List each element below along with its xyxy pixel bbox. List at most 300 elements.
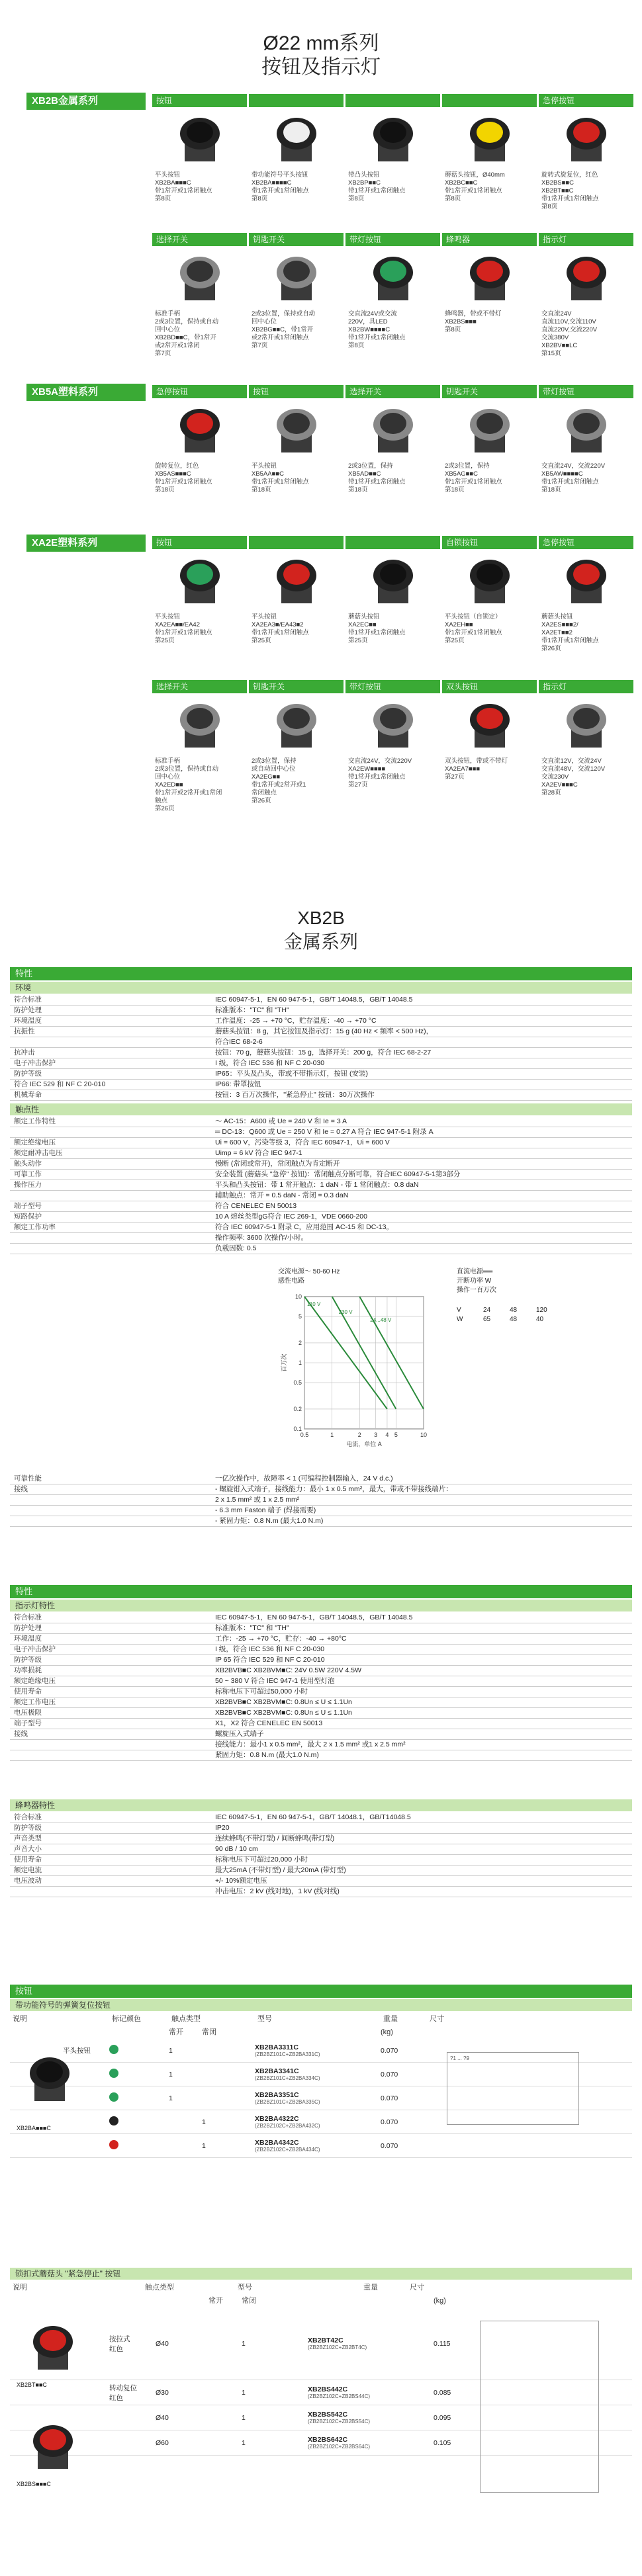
spec-row bbox=[10, 1813, 632, 1823]
caption-line: 带1常开或1常闭触点 bbox=[445, 187, 502, 194]
product-category-header: 蜂鸣器 bbox=[442, 233, 537, 246]
spec-key bbox=[10, 1244, 215, 1254]
caption-line: 第27页 bbox=[445, 773, 465, 781]
order-weight: 0.070 bbox=[381, 2046, 398, 2055]
caption-line: XA2ED■■ bbox=[155, 781, 183, 789]
order-weight: 0.070 bbox=[381, 2070, 398, 2079]
spec-row bbox=[10, 1855, 632, 1866]
spec-key: 额定工作特性 bbox=[14, 1117, 56, 1125]
product-photo-icon bbox=[557, 112, 616, 165]
order2-header-cell: 重量 bbox=[363, 2284, 378, 2292]
spec-key: 声音大小 bbox=[14, 1845, 42, 1853]
series-label-xb5a: XB5A塑料系列 bbox=[26, 384, 146, 401]
spec-value: 按钮：70 g，蘑菇头按钮：15 g，选择开关：200 g，符合 IEC 68-2-27 bbox=[215, 1049, 432, 1056]
spec-key: 额定工作电压 bbox=[14, 1698, 56, 1706]
product-card bbox=[442, 94, 537, 212]
caption-line: 直流220V,交流220V bbox=[541, 326, 598, 333]
chart-x-tick-label: 4 bbox=[385, 1432, 389, 1438]
product-card bbox=[539, 94, 633, 212]
spec-key: 功率损耗 bbox=[14, 1666, 42, 1674]
order-table-1 bbox=[10, 2012, 632, 2158]
caption-line: 第8页 bbox=[445, 195, 461, 202]
order-marking bbox=[109, 2069, 169, 2080]
product-card bbox=[249, 680, 344, 814]
order2-subheader-cell: 常闭 bbox=[242, 2297, 256, 2305]
product-photo bbox=[442, 693, 537, 756]
vw-cell: 24 bbox=[483, 1307, 491, 1314]
spec-value: 按钮：3 百万次操作，"紧急停止" 按钮：30万次操作 bbox=[215, 1091, 375, 1099]
caption-line: XB2BS■■■ bbox=[445, 318, 477, 325]
product-photo-icon bbox=[267, 112, 326, 165]
chart-note-dc: 直流电源══ bbox=[457, 1268, 493, 1275]
spec-indicator-table bbox=[10, 1613, 632, 1761]
order2-product-photo bbox=[10, 2307, 96, 2393]
product-caption bbox=[539, 309, 633, 359]
spec-row bbox=[10, 1506, 632, 1516]
order-marking bbox=[109, 2092, 169, 2104]
product-photo bbox=[345, 398, 440, 461]
product-card bbox=[249, 94, 344, 212]
product-caption bbox=[249, 612, 344, 646]
order-weight: 0.070 bbox=[381, 2094, 398, 2102]
spec-value: 标准版本："TC" 和 "TH" bbox=[215, 1624, 289, 1632]
caption-line: 2或3位置，保持 bbox=[445, 462, 490, 470]
vw-cell: 65 bbox=[483, 1316, 491, 1323]
order2-nc: 1 bbox=[242, 2388, 246, 2397]
order-subheader-cell bbox=[255, 2026, 381, 2039]
function-symbol-icon bbox=[109, 2092, 118, 2102]
product-category-header: 自锁按钮 bbox=[442, 536, 537, 549]
chart-note-inductive: 感性电路 bbox=[278, 1277, 304, 1285]
product-caption bbox=[539, 461, 633, 495]
caption-line: 带1常开或1常闭触点 bbox=[252, 187, 309, 194]
order2-header-cell: 触点类型 bbox=[145, 2284, 174, 2292]
spec-row bbox=[10, 1058, 632, 1069]
spec-key bbox=[10, 1887, 215, 1897]
vw-cell: 40 bbox=[536, 1316, 544, 1323]
caption-line: XB5AD■■C bbox=[348, 470, 381, 478]
product-category-header bbox=[345, 536, 440, 549]
spec-row bbox=[10, 1127, 632, 1138]
chart-y-tick-label: 0.1 bbox=[293, 1426, 302, 1432]
spec-value: - 紧固力矩：0.8 N.m (最大1.0 N.m) bbox=[215, 1517, 324, 1525]
chart-x-tick-label: 10 bbox=[420, 1432, 428, 1438]
caption-line: XB2BC■■C bbox=[445, 179, 478, 187]
order-sub-2: 锁扣式蘑菇头 "紧急停止" 按钮 bbox=[10, 2268, 632, 2280]
caption-line: 带1常开或1常闭触点 bbox=[541, 478, 599, 486]
spec-value: IEC 60947-5-1，EN 60 947-5-1，GB/T 14048.5，GB/T 14048.5 bbox=[215, 996, 413, 1004]
product-photo bbox=[345, 549, 440, 612]
order2-desc-line: 红色 bbox=[109, 2393, 123, 2402]
vw-cell: 48 bbox=[510, 1316, 518, 1323]
spec-value: 标称电压下可超过50,000 小时 bbox=[215, 1688, 308, 1696]
caption-line: 第18页 bbox=[252, 486, 271, 494]
spec-value: 慢断 (常闭或常开)，常闭触点为肯定断开 bbox=[215, 1160, 340, 1168]
spec-row bbox=[10, 1117, 632, 1127]
spec-contact-table bbox=[10, 1117, 632, 1254]
dimension-label: ?1 ... ?9 bbox=[450, 2055, 469, 2061]
spec-value: I 级，符合 IEC 536 和 NF C 20-030 bbox=[215, 1059, 325, 1067]
spec-value: IEC 60947-5-1，EN 60 947-5-1，GB/T 14048.5，GB/T 14048.5 bbox=[215, 1613, 413, 1621]
product-category-header bbox=[345, 94, 440, 107]
spec-row bbox=[10, 1676, 632, 1687]
caption-line: 交直流24V bbox=[541, 310, 572, 318]
caption-line: 带1常开或1常闭触点 bbox=[445, 629, 502, 636]
spec-value: IP 65 符合 IEC 529 和 NF C 20-010 bbox=[215, 1656, 325, 1664]
product-card bbox=[152, 385, 247, 495]
order2-ref-sub: (ZB2BZ102C+ZB2BS54C) bbox=[308, 2419, 371, 2425]
spec-key: 抗振性 bbox=[14, 1027, 35, 1035]
product-card bbox=[249, 536, 344, 654]
spec-key: 电子冲击保护 bbox=[14, 1645, 56, 1653]
chart-note-power: 开断功率 W bbox=[457, 1277, 492, 1285]
order-ref bbox=[255, 2043, 381, 2057]
spec-value: Ui = 600 V，污染等级 3，符合 IEC 60947-1，Ui = 600 V bbox=[215, 1138, 390, 1146]
spec-key: 短路保护 bbox=[14, 1213, 42, 1221]
spec-key: 额定工作功率 bbox=[14, 1223, 56, 1231]
chart-x-tick-label: 3 bbox=[374, 1432, 378, 1438]
product-photo-icon bbox=[460, 699, 520, 751]
product-photo-icon bbox=[23, 2321, 83, 2374]
caption-line: XA2EA3■/EA43■2 bbox=[252, 621, 304, 628]
caption-line: 第26页 bbox=[252, 797, 271, 804]
order-table-2 bbox=[10, 2281, 632, 2487]
spec-key: 机械寿命 bbox=[14, 1091, 42, 1099]
product-card bbox=[539, 536, 633, 654]
chart-y-tick-label: 1 bbox=[298, 1359, 302, 1366]
spec-key: 端子型号 bbox=[14, 1719, 42, 1727]
caption-line: 常闭触点 bbox=[252, 789, 277, 796]
spec-row bbox=[10, 1201, 632, 1212]
order-ref-sub: (ZB2BZ101C+ZB2BA335C) bbox=[255, 2099, 320, 2105]
order-subheader-cell: (kg) bbox=[381, 2028, 393, 2036]
caption-line: XA2EV■■■C bbox=[541, 781, 578, 789]
product-category-header: 急停按钮 bbox=[152, 385, 247, 398]
product-caption bbox=[442, 309, 537, 335]
spec-value: 标称电压下可超过20,000 小时 bbox=[215, 1856, 308, 1864]
spec-row bbox=[10, 1037, 632, 1048]
order2-size: Ø60 bbox=[156, 2438, 169, 2447]
spec-value: X1，X2 符合 CENELEC EN 50013 bbox=[215, 1719, 323, 1727]
spec-row bbox=[10, 1148, 632, 1159]
product-caption bbox=[442, 170, 537, 204]
product-photo-icon bbox=[267, 554, 326, 607]
order-header-cell: 型号 bbox=[257, 2015, 272, 2023]
order2-weight: 0.085 bbox=[434, 2388, 451, 2397]
product-card bbox=[152, 680, 247, 814]
product-photo bbox=[152, 107, 247, 170]
caption-line: XB2BS■■C bbox=[541, 179, 574, 187]
xb2b-product-row-2 bbox=[152, 233, 635, 359]
spec-key: 额定绝缘电压 bbox=[14, 1677, 56, 1685]
product-photo bbox=[442, 107, 537, 170]
order2-ref bbox=[308, 2411, 434, 2425]
caption-line: 第26页 bbox=[155, 805, 175, 812]
spec-row bbox=[10, 1484, 632, 1495]
order2-header-cell: 型号 bbox=[238, 2284, 252, 2292]
caption-line: XB2BV■■LC bbox=[541, 342, 578, 349]
order-subheader-cell: 常闭 bbox=[202, 2028, 216, 2036]
spec-value: IEC 60947-5-1，EN 60 947-5-1，GB/T 14048.1，GB/T14048.5 bbox=[215, 1813, 411, 1821]
caption-line: 平头按钮（自锁定） bbox=[445, 613, 502, 621]
spec-value: - 6.3 mm Faston 端子 (焊接需要) bbox=[215, 1506, 316, 1514]
order-ref-sub: (ZB2BZ101C+ZB2BA331C) bbox=[255, 2051, 320, 2057]
spec-row bbox=[10, 1080, 632, 1090]
product-photo-icon bbox=[363, 699, 423, 751]
spec-key: 接线 bbox=[14, 1485, 28, 1493]
product-category-header: 带灯按钮 bbox=[345, 233, 440, 246]
product-photo-icon bbox=[460, 554, 520, 607]
product-photo bbox=[539, 246, 633, 309]
product-caption bbox=[152, 756, 247, 814]
product-card bbox=[345, 94, 440, 212]
caption-line: 带1常开或1常闭触点 bbox=[348, 478, 406, 486]
product-photo bbox=[249, 246, 344, 309]
order2-desc-line: 红色 bbox=[109, 2344, 123, 2353]
caption-line: 带1常开或1常闭触点 bbox=[252, 629, 309, 636]
product-photo-icon bbox=[170, 554, 230, 607]
product-card bbox=[345, 385, 440, 495]
product-photo bbox=[442, 549, 537, 612]
spec-key: 额定耐冲击电压 bbox=[14, 1149, 63, 1157]
spec-row bbox=[10, 1634, 632, 1645]
caption-line: XA2ES■■■2/ bbox=[541, 621, 578, 628]
product-card bbox=[442, 233, 537, 359]
order-marking bbox=[109, 2116, 169, 2127]
spec-key: 抗冲击 bbox=[14, 1049, 35, 1056]
spec-key: 防护处理 bbox=[14, 1624, 42, 1632]
xb5a-product-row bbox=[152, 385, 635, 495]
caption-line: 蜂鸣器，带或不带灯 bbox=[445, 310, 502, 318]
order2-subheader-row bbox=[10, 2294, 632, 2307]
product-photo bbox=[249, 549, 344, 612]
caption-line: XA2EC■■ bbox=[348, 621, 377, 628]
order-ref bbox=[255, 2139, 381, 2153]
caption-line: 带1常开或2常开或1常闭 bbox=[155, 789, 222, 796]
spec-row bbox=[10, 1048, 632, 1058]
caption-line: 回中心位 bbox=[155, 773, 181, 781]
caption-line: XB2BW■■■■C bbox=[348, 326, 390, 333]
caption-line: 第25页 bbox=[445, 637, 465, 644]
order2-ref bbox=[308, 2385, 434, 2399]
product-caption bbox=[442, 612, 537, 646]
spec-row bbox=[10, 1729, 632, 1740]
order-header-cell: 说明 bbox=[13, 2015, 27, 2023]
caption-line: 或2常开或1常闭 bbox=[155, 342, 200, 349]
spec-row bbox=[10, 1697, 632, 1708]
spec-value: 安全装置 (蘑菇头 "急停" 按钮)：常闭触点分断可靠，符合IEC 60947-5-1第3部分 bbox=[215, 1170, 461, 1178]
spec-row bbox=[10, 1645, 632, 1655]
order-nc: 1 bbox=[202, 2118, 206, 2126]
caption-line: 带1常开或1常闭触点 bbox=[348, 334, 406, 341]
product-caption bbox=[345, 756, 440, 791]
product-card bbox=[442, 680, 537, 814]
spec-key: 可靠工作 bbox=[14, 1170, 42, 1178]
product-photo-icon bbox=[557, 699, 616, 751]
product-caption bbox=[345, 461, 440, 495]
product-photo-icon bbox=[267, 251, 326, 304]
product-caption bbox=[539, 756, 633, 798]
page-title-line1: Ø22 mm系列 bbox=[263, 32, 379, 54]
caption-line: 220V，具LED bbox=[348, 318, 388, 325]
spec-value: 接线能力：最小1 x 0.5 mm²，最大 2 x 1.5 mm² 或1 x 2.5 mm² bbox=[215, 1740, 406, 1748]
spec-value: Uimp = 6 kV 符合 IEC 947-1 bbox=[215, 1149, 302, 1157]
product-caption bbox=[152, 309, 247, 359]
spec-value: 操作频率: 3600 次操作/小时。 bbox=[215, 1234, 308, 1242]
caption-line: 第18页 bbox=[445, 486, 465, 494]
spec-value: 2 x 1.5 mm² 或 1 x 2.5 mm² bbox=[215, 1496, 300, 1504]
product-photo-icon bbox=[460, 251, 520, 304]
order-ref-code: XB2BA3311C bbox=[255, 2043, 298, 2051]
product-category-header: 钥匙开关 bbox=[249, 680, 344, 693]
product-photo bbox=[345, 693, 440, 756]
product-photo bbox=[152, 693, 247, 756]
vw-cell: V bbox=[457, 1307, 461, 1314]
spec-key bbox=[10, 1233, 215, 1243]
caption-line: 第18页 bbox=[155, 486, 175, 494]
product-photo-icon bbox=[363, 554, 423, 607]
caption-line: 第7页 bbox=[252, 342, 268, 349]
order2-weight: 0.105 bbox=[434, 2438, 451, 2447]
order-no: 1 bbox=[169, 2094, 173, 2102]
spec-value: IP65：平头及凸头，带或不带指示灯，按钮 (安装) bbox=[215, 1070, 369, 1078]
spec-key bbox=[10, 1127, 215, 1137]
product-photo-icon bbox=[170, 251, 230, 304]
caption-line: 交直流48V，交流120V bbox=[541, 765, 606, 773]
function-symbol-icon bbox=[109, 2045, 118, 2054]
order-sub-1: 带功能符号的弹簧复位按钮 bbox=[10, 1999, 632, 2011]
spec-key: 环境温度 bbox=[14, 1635, 42, 1643]
product-card bbox=[152, 94, 247, 212]
product-photo bbox=[152, 549, 247, 612]
spec-bar-2: 特性 bbox=[10, 1585, 632, 1598]
caption-line: XA2EW■■■■ bbox=[348, 765, 386, 773]
caption-line: 蘑菇头按钮，Ø40mm bbox=[445, 171, 505, 179]
product-photo bbox=[539, 693, 633, 756]
caption-line: 第8页 bbox=[541, 203, 558, 210]
product-category-header: 带灯按钮 bbox=[539, 385, 633, 398]
spec-row bbox=[10, 1180, 632, 1191]
caption-line: XB5AW■■■■C bbox=[541, 470, 583, 478]
order2-product-photo bbox=[10, 2407, 96, 2493]
order2-ref bbox=[308, 2337, 434, 2350]
caption-line: XB5AG■■C bbox=[445, 470, 479, 478]
caption-line: 带1常开或1常闭触点 bbox=[252, 478, 309, 486]
spec-row bbox=[10, 1750, 632, 1761]
order-ref-sub: (ZB2BZ101C+ZB2BA334C) bbox=[255, 2075, 320, 2081]
spec-value: XB2BVB■C XB2BVM■C: 24V 0.5W 220V 4.5W bbox=[215, 1666, 362, 1674]
vw-cell: 48 bbox=[510, 1307, 518, 1314]
section-title-metal: 金属系列 bbox=[283, 931, 358, 952]
product-caption bbox=[345, 309, 440, 351]
chart-x-tick-label: 2 bbox=[357, 1432, 361, 1438]
caption-line: 交流230V bbox=[541, 773, 569, 781]
spec-row bbox=[10, 1016, 632, 1027]
product-photo-icon bbox=[267, 699, 326, 751]
caption-line: 带1常开或2常开或1 bbox=[252, 781, 306, 789]
product-photo bbox=[152, 398, 247, 461]
order-nc: 1 bbox=[202, 2141, 206, 2150]
order-ref bbox=[255, 2067, 381, 2081]
order-marking bbox=[109, 2045, 169, 2056]
spec-value: 50 ~ 380 V 符合 IEC 947-1 使用型灯泡 bbox=[215, 1677, 335, 1685]
order2-size: Ø30 bbox=[156, 2388, 169, 2397]
caption-line: 带凸头按钮 bbox=[348, 171, 380, 179]
spec-key: 防护等级 bbox=[14, 1656, 42, 1664]
caption-line: 平头按钮 bbox=[155, 171, 181, 179]
spec-key bbox=[10, 1516, 215, 1526]
spec-buzzer-table bbox=[10, 1813, 632, 1897]
caption-line: XB2BG■■C，带1常开 bbox=[252, 326, 314, 333]
product-category-header bbox=[442, 94, 537, 107]
order-product-label: XB2BA■■■C bbox=[17, 2125, 51, 2131]
order-bar: 按钮 bbox=[10, 1985, 632, 1998]
caption-line: 交直流24V，交流220V bbox=[348, 757, 412, 765]
product-card bbox=[442, 385, 537, 495]
caption-line: 第18页 bbox=[348, 486, 368, 494]
order-header-cell: 重量 bbox=[383, 2015, 398, 2023]
order-subheader-cell: 常开 bbox=[169, 2028, 183, 2036]
product-category-header: 指示灯 bbox=[539, 233, 633, 246]
caption-line: 带1常开或1常闭触点 bbox=[155, 629, 212, 636]
spec-value: IP66: 带罩按钮 bbox=[215, 1080, 261, 1088]
product-category-header: 带灯按钮 bbox=[345, 680, 440, 693]
chart-series-label: 230 V bbox=[338, 1309, 353, 1315]
spec-row bbox=[10, 1823, 632, 1834]
order2-ref-code: XB2BS542C bbox=[308, 2411, 348, 2419]
product-photo bbox=[539, 549, 633, 612]
order-header-cell: 标记颜色 bbox=[112, 2015, 141, 2023]
caption-line: 第26页 bbox=[541, 645, 561, 652]
caption-line: 第7页 bbox=[155, 350, 171, 357]
spec-row bbox=[10, 1687, 632, 1697]
chart-y-tick-label: 10 bbox=[295, 1293, 302, 1300]
product-photo bbox=[249, 398, 344, 461]
caption-line: 带1常开或1常闭触点 bbox=[445, 478, 502, 486]
chart-note-ops: 操作一百万次 bbox=[457, 1287, 496, 1294]
product-category-header: 选择开关 bbox=[152, 680, 247, 693]
spec-key bbox=[10, 1506, 215, 1516]
caption-line: XA2ET■■2 bbox=[541, 629, 573, 636]
spec-key bbox=[10, 1740, 215, 1750]
caption-line: 旋转复位，红色 bbox=[155, 462, 199, 470]
spec-buzzer-bar: 蜂鸣器特性 bbox=[10, 1799, 632, 1811]
spec-key bbox=[10, 1750, 215, 1760]
caption-line: 2或3位置，保持或自动 bbox=[155, 765, 219, 773]
caption-line: 第28页 bbox=[541, 789, 561, 796]
product-caption bbox=[249, 756, 344, 806]
order-ref-code: XB2BA3341C bbox=[255, 2067, 299, 2075]
caption-line: 带1常开或1常闭触点 bbox=[348, 187, 406, 194]
caption-line: 第15页 bbox=[541, 350, 561, 357]
chart-x-tick-label: 5 bbox=[394, 1432, 398, 1438]
order-subheader-row bbox=[10, 2026, 632, 2039]
chart-y-axis-label: 百万次 bbox=[281, 1353, 287, 1372]
spec-row bbox=[10, 1666, 632, 1676]
caption-line: 标准手柄 bbox=[155, 310, 181, 318]
product-card bbox=[539, 680, 633, 814]
dimension-drawing-2 bbox=[480, 2321, 599, 2493]
product-card bbox=[249, 385, 344, 495]
caption-line: 双头按钮，带或不带灯 bbox=[445, 757, 508, 765]
caption-line: 2或3位置，保持或自动 bbox=[155, 318, 219, 325]
spec-key: 使用寿命 bbox=[14, 1856, 42, 1864]
spec-key: 符合标准 bbox=[14, 1813, 42, 1821]
spec-row bbox=[10, 1233, 632, 1244]
spec-contact-bar: 触点性 bbox=[10, 1103, 632, 1115]
spec-value: 紧固力矩：0.8 N.m (最大1.0 N.m) bbox=[215, 1751, 319, 1759]
chart-series-label: 24...48 V bbox=[370, 1317, 392, 1323]
